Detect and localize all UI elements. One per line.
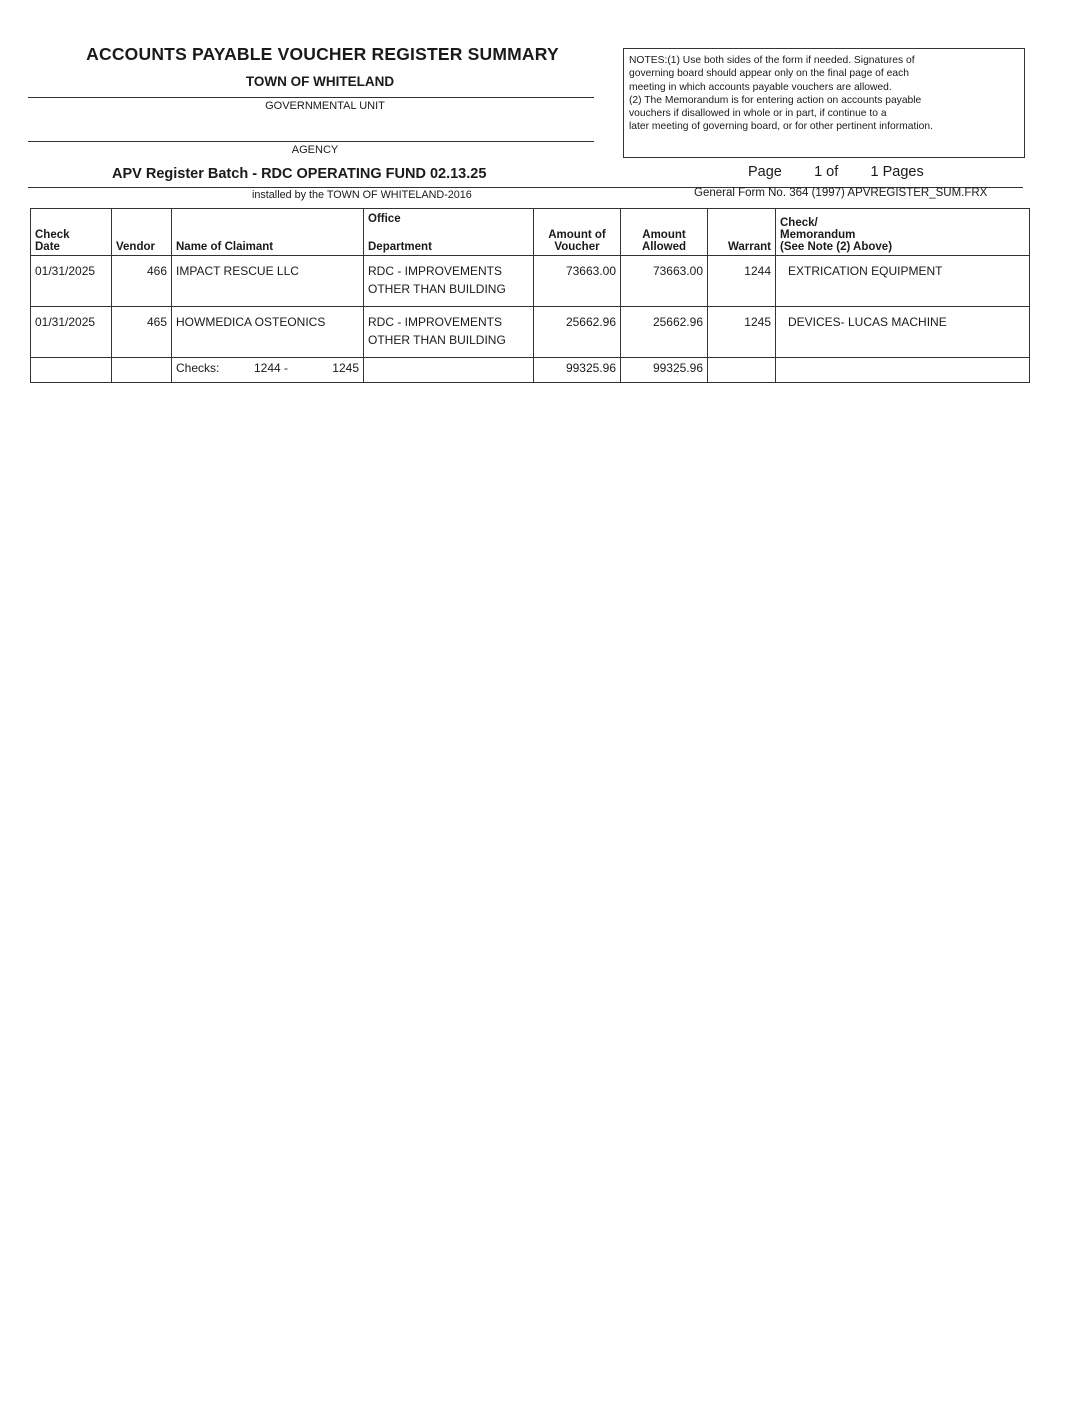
notes-line: vouchers if disallowed in whole or in part, if continue to a: [629, 108, 887, 120]
notes-line: governing board should appear only on the final page of each: [629, 68, 909, 80]
col-vendor: Vendor: [112, 209, 172, 256]
page-indicator: Page 1 of 1 Pages: [748, 164, 924, 180]
general-form-number: General Form No. 364 (1997) APVREGISTER_SUM.FRX: [694, 187, 988, 199]
claimant-name: HOWMEDICA OSTEONICS: [172, 307, 364, 358]
totals-blank: [776, 358, 1030, 383]
table-row: [31, 307, 1030, 358]
warrant-number: 1244: [708, 256, 776, 307]
vendor-number: 465: [112, 307, 172, 358]
col-check-date: Check Date: [31, 209, 112, 256]
batch-title: APV Register Batch - RDC OPERATING FUND 02.13.25: [112, 166, 487, 182]
warrant-number: 1245: [708, 307, 776, 358]
voucher-register-table: [30, 208, 1030, 383]
col-claimant: Name of Claimant: [172, 209, 364, 256]
memorandum: DEVICES- LUCAS MACHINE: [776, 307, 1030, 358]
notes-line: (2) The Memorandum is for entering action on accounts payable: [629, 94, 922, 106]
claimant-name: IMPACT RESCUE LLC: [172, 256, 364, 307]
col-warrant: Warrant: [708, 209, 776, 256]
agency-label: AGENCY: [291, 144, 339, 156]
governmental-unit-label: GOVERNMENTAL UNIT: [265, 100, 385, 112]
checks-to: 1245: [332, 361, 359, 375]
document-title: ACCOUNTS PAYABLE VOUCHER REGISTER SUMMARY: [86, 44, 559, 64]
totals-row: [31, 358, 1030, 383]
installed-by: installed by the TOWN OF WHITELAND-2016: [252, 189, 472, 201]
totals-blank: [364, 358, 534, 383]
memorandum: EXTRICATION EQUIPMENT: [776, 256, 1030, 307]
department: RDC - IMPROVEMENTS OTHER THAN BUILDING: [364, 307, 534, 358]
agency-line: [28, 141, 594, 142]
department: RDC - IMPROVEMENTS OTHER THAN BUILDING: [364, 256, 534, 307]
amount-allowed: 25662.96: [621, 307, 708, 358]
col-office-department: Office Department: [364, 209, 534, 256]
governmental-unit-line: [28, 97, 594, 98]
totals-blank: [708, 358, 776, 383]
checks-range: [172, 358, 364, 383]
check-date: 01/31/2025: [31, 307, 112, 358]
checks-label: Checks:: [176, 361, 220, 375]
town-name: TOWN OF WHITELAND: [245, 74, 395, 89]
col-memorandum: Check/ Memorandum (See Note (2) Above): [776, 209, 1030, 256]
total-amount-voucher: 99325.96: [534, 358, 621, 383]
vendor-number: 466: [112, 256, 172, 307]
notes-line: NOTES:(1) Use both sides of the form if needed. Signatures of: [629, 55, 915, 66]
amount-voucher: 25662.96: [534, 307, 621, 358]
notes-line: later meeting of governing board, or for other pertinent information.: [629, 121, 933, 133]
amount-allowed: 73663.00: [621, 256, 708, 307]
notes-box: [623, 48, 1025, 158]
notes-line: meeting in which accounts payable vouchers are allowed.: [629, 81, 892, 93]
col-amount-voucher: Amount of Voucher: [534, 209, 621, 256]
table-header-row: [31, 209, 1030, 256]
total-amount-allowed: 99325.96: [621, 358, 708, 383]
totals-blank: [31, 358, 112, 383]
totals-blank: [112, 358, 172, 383]
table-row: [31, 256, 1030, 307]
checks-from: 1244 -: [254, 361, 289, 375]
check-date: 01/31/2025: [31, 256, 112, 307]
amount-voucher: 73663.00: [534, 256, 621, 307]
col-amount-allowed: Amount Allowed: [621, 209, 708, 256]
